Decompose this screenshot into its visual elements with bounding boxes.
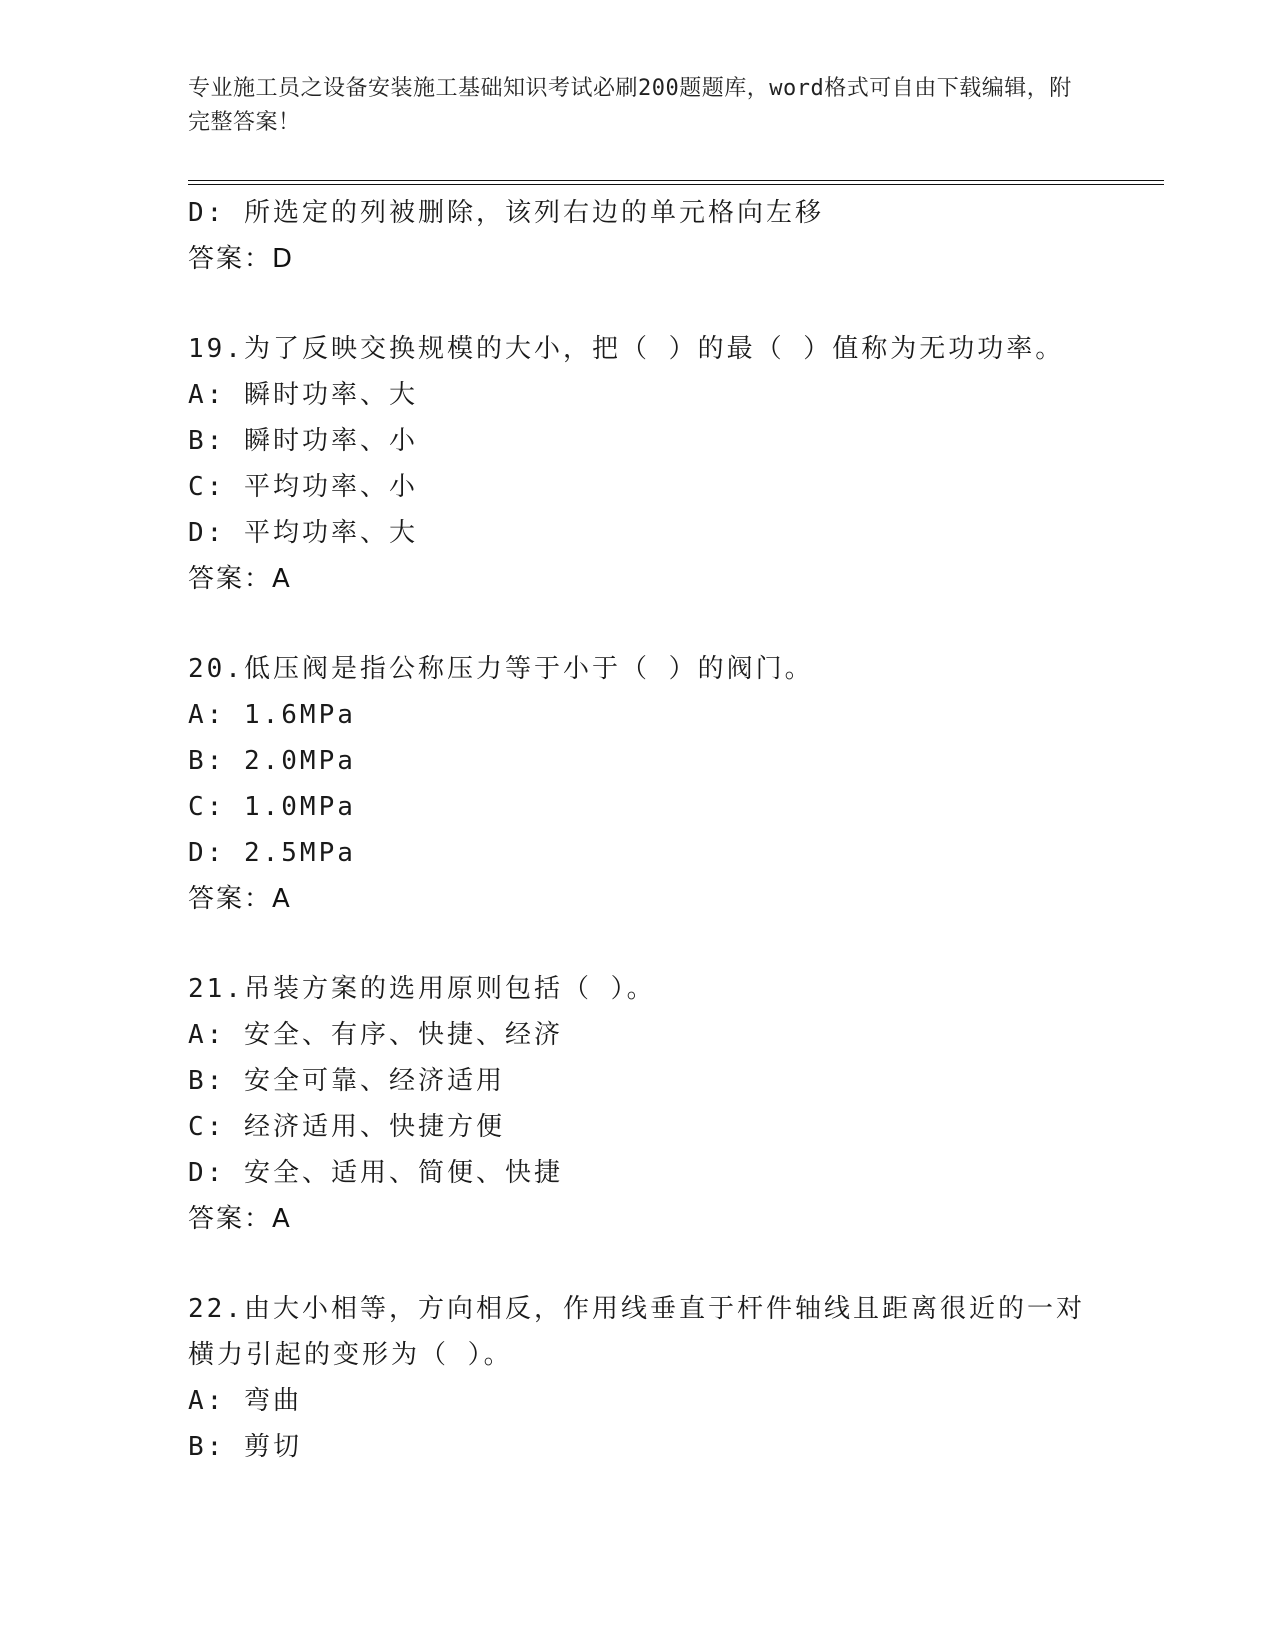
question-21-option-c: C: 经济适用、快捷方便 (188, 1112, 505, 1142)
question-22-option-a: A: 弯曲 (188, 1386, 302, 1416)
question-content (188, 190, 1148, 1470)
question-19-option-d: D: 平均功率、大 (188, 518, 418, 548)
question-20-option-d: D: 2.5MPa (188, 838, 356, 868)
question-20-title: 20.低压阀是指公称压力等于小于（ ）的阀门。 (188, 654, 814, 684)
prev-answer: 答案：D (188, 244, 295, 274)
question-22-option-b: B: 剪切 (188, 1432, 302, 1462)
question-19-option-b: B: 瞬时功率、小 (188, 426, 418, 456)
header-rule-bottom (188, 184, 1164, 185)
question-21-option-d: D: 安全、适用、简便、快捷 (188, 1158, 563, 1188)
question-21-option-a: A: 安全、有序、快捷、经济 (188, 1020, 563, 1050)
question-21-option-b: B: 安全可靠、经济适用 (188, 1066, 505, 1096)
question-21-title: 21.吊装方案的选用原则包括（ ）。 (188, 974, 656, 1004)
header-rule-top (188, 180, 1164, 181)
question-20-option-b: B: 2.0MPa (188, 746, 356, 776)
question-20-answer: 答案：A (188, 884, 292, 914)
question-21-answer: 答案：A (188, 1204, 292, 1234)
question-22-title: 22.由大小相等，方向相反，作用线垂直于杆件轴线且距离很近的一对横力引起的变形为（ ）。 (188, 1294, 1085, 1370)
question-20-option-c: C: 1.0MPa (188, 792, 356, 822)
question-20-option-a: A: 1.6MPa (188, 700, 356, 730)
question-19-option-a: A: 瞬时功率、大 (188, 380, 418, 410)
prev-option-d: D: 所选定的列被删除，该列右边的单元格向左移 (188, 198, 824, 228)
question-19-option-c: C: 平均功率、小 (188, 472, 418, 502)
document-header: 专业施工员之设备安装施工基础知识考试必刷200题题库，word格式可自由下载编辑，附完整答案！ (188, 76, 1072, 135)
question-19-title: 19.为了反映交换规模的大小，把（ ）的最（ ）值称为无功功率。 (188, 334, 1065, 364)
question-19-answer: 答案：A (188, 564, 292, 594)
